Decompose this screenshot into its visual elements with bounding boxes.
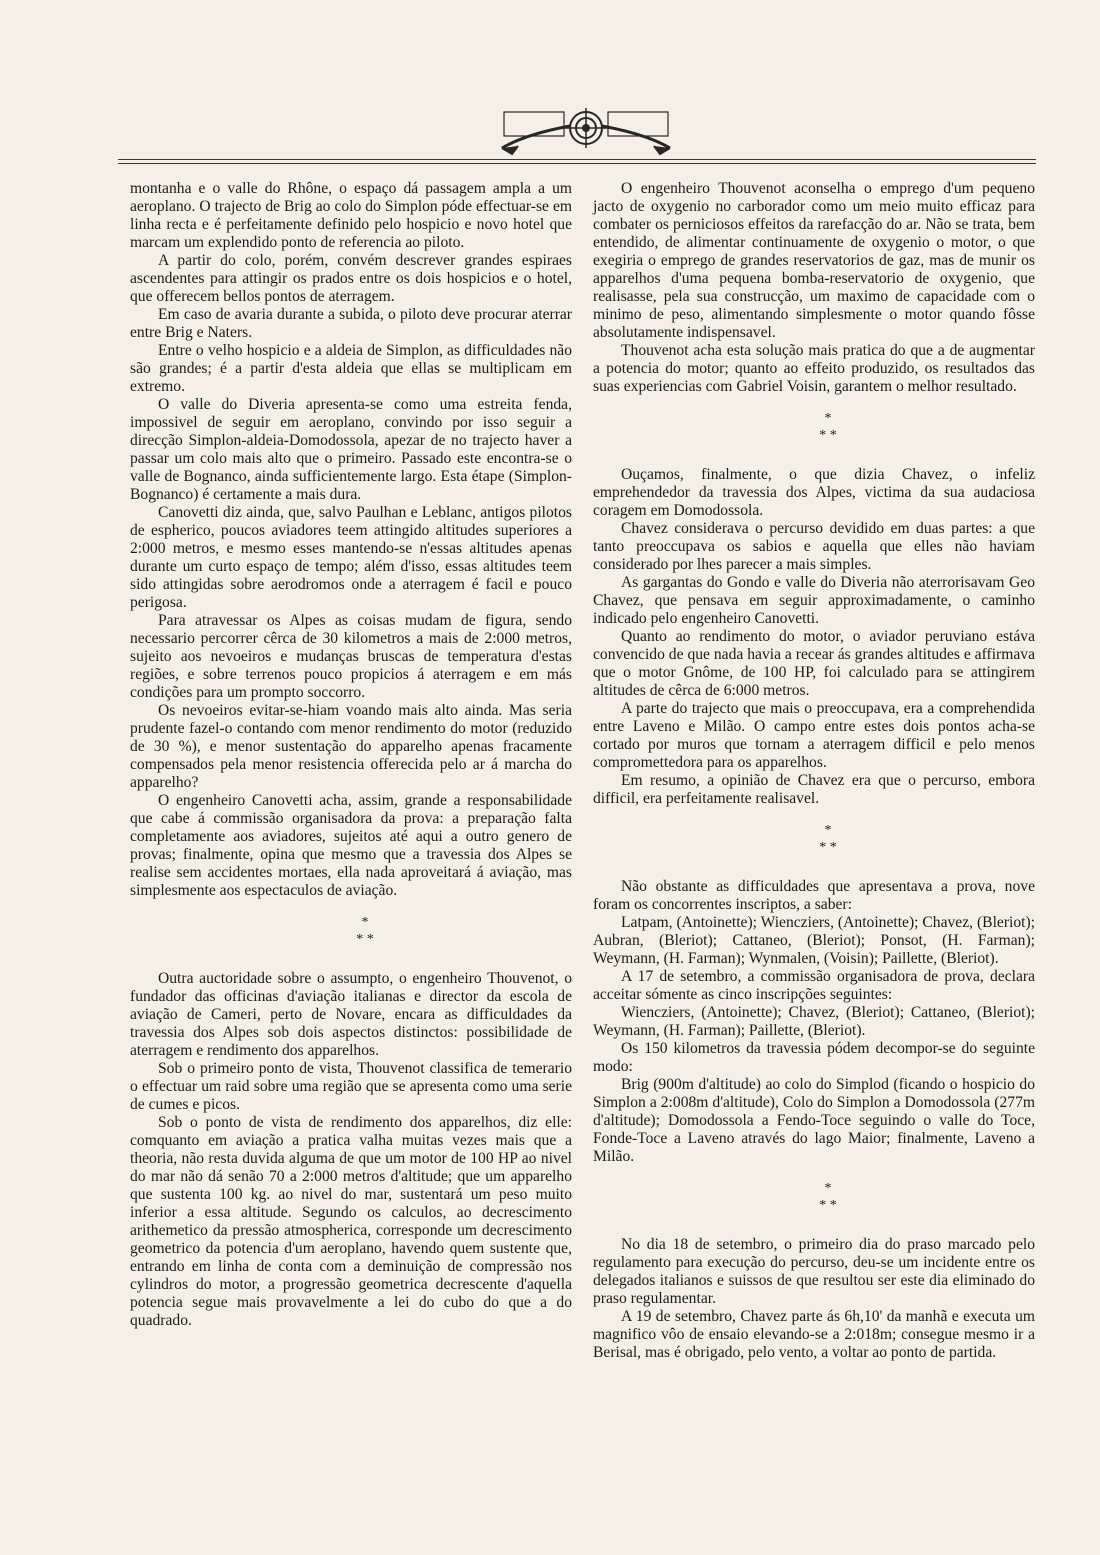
paragraph: A partir do colo, porém, convém descrever grandes espiraes ascendentes para attingir os prados entre os dois hospicios e o hotel, que offerecem bellos pontos de aterragem. <box>130 252 572 305</box>
section-divider <box>593 822 1035 856</box>
paragraph: As gargantas do Gondo e valle do Diveria não aterrorisavam Geo Chavez, que pensava em seguir approximadamente, o caminho indicado pelo engenheiro Canovetti. <box>593 574 1035 627</box>
section-divider <box>593 1180 1035 1214</box>
paragraph: Os 150 kilometros da travessia pódem decompor-se do seguinte modo: <box>593 1040 1035 1075</box>
paragraph: Wiencziers, (Antoinette); Chavez, (Bleriot); Cattaneo, (Bleriot); Weymann, (H. Farman); Paillette, (Bleriot). <box>593 1004 1035 1039</box>
header-rule-bottom <box>118 163 1036 164</box>
paragraph: Latpam, (Antoinette); Wiencziers, (Antoinette); Chavez, (Bleriot); Aubran, (Bleriot); Cattaneo, (Bleriot); Ponsot, (H. Farman); Weymann, (H. Farman); Wynmalen, (Voisin); Paillette, (Bleriot). <box>593 914 1035 967</box>
asterism-bottom: * * <box>356 932 374 947</box>
paragraph: Sob o ponto de vista de rendimento dos apparelhos, diz elle: comquanto em aviação a pratica valha muitas vezes mais que a theoria, não resta duvida alguma de que um motor de 100 HP ao nivel do mar não dá senão 70 a 2:000 metros d'altitude; que um apparelho que sustenta 100 kg. ao nivel do mar, sustentará um peso muito inferior a essa altitude. Segundo os calculos, ao decrescimento arithemetico da pressão atmospherica, corresponde um decrescimento geometrico da potencia d'um aeroplano, havendo quem sustente que, entrando em linha de conta com a deminuição de compressão nos cylindros do motor, a progressão geometrica decrescente d'aquella potencia segue mais provavelmente a lei do cubo do que a do quadrado. <box>130 1114 572 1329</box>
paragraph: O engenheiro Canovetti acha, assim, grande a responsabilidade que cabe á commissão organisadora da prova: a preparação falta completamente aos aviadores, sujeitos até aqui a outro genero de provas; finalmente, opina que mesmo que a travessia dos Alpes se realise sem accidentes mortaes, ella nada aproveitará á aviação, mas simplesmente aos espectaculos de aviação. <box>130 792 572 899</box>
left-column <box>130 180 572 1330</box>
paragraph: Em resumo, a opinião de Chavez era que o percurso, embora difficil, era perfeitamente realisavel. <box>593 772 1035 807</box>
paragraph: Não obstante as difficuldades que apresentava a prova, nove foram os concorrentes inscriptos, a saber: <box>593 878 1035 913</box>
header-rule-top <box>118 159 1036 160</box>
paragraph: A 17 de setembro, a commissão organisadora de prova, declara acceitar sómente as cinco inscripções seguintes: <box>593 968 1035 1003</box>
paragraph: Ouçamos, finalmente, o que dizia Chavez, o infeliz emprehendedor da travessia dos Alpes, victima da sua audaciosa coragem em Domodossola. <box>593 466 1035 519</box>
right-column <box>593 180 1035 1362</box>
paragraph: Sob o primeiro ponto de vista, Thouvenot classifica de temerario o effectuar um raid sobre uma região que se apresenta como uma serie de cumes e picos. <box>130 1060 572 1113</box>
paragraph: Entre o velho hospicio e a aldeia de Simplon, as difficuldades não são grandes; é a partir d'esta aldeia que ellas se multiplicam em extremo. <box>130 342 572 395</box>
paragraph: O engenheiro Thouvenot aconselha o emprego d'um pequeno jacto de oxygenio no carborador como um meio muito efficaz para combater os perniciosos effeitos da rarefacção do ar. Não se trata, bem entendido, de alimentar continuamente de oxygenio o motor, o que exegiria o emprego de grandes reservatorios de gaz, mas de munir os apparelhos d'uma pequena bomba-reservatorio de oxygenio, que realisasse, pela sua construcção, um maximo de capacidade com o minimo de peso, alimentando simplesmente o motor quando fôsse absolutamente indispensavel. <box>593 180 1035 341</box>
asterism-top: * <box>361 915 369 930</box>
paragraph: Brig (900m d'altitude) ao colo do Simplod (ficando o hospicio do Simplon a 2:008m d'altitude), Colo do Simplon a Domodossola (277m d'altitude); Domodossola a Fendo-Toce seguindo o valle do Toce, Fonde-Toce a Laveno através do lago Maior; finalmente, Laveno a Milão. <box>593 1076 1035 1165</box>
paragraph: A parte do trajecto que mais o preoccupava, era a comprehendida entre Laveno e Milão. O campo entre estes dois pontos acha-se cortado por muros que tornam a aterragem difficil e pelo menos compromettedora para os apparelhos. <box>593 700 1035 771</box>
asterism-bottom: * * <box>819 1198 837 1213</box>
paragraph: Canovetti diz ainda, que, salvo Paulhan e Leblanc, antigos pilotos de espherico, poucos aviadores teem attingido altitudes superiores a 2:000 metros, e mesmo esses mantendo-se n'essas altitudes apenas durante um curto espaço de tempo; além d'isso, essas altitudes teem sido attingidas sobre aerodromos onde a aterragem é facil e pouco perigosa. <box>130 504 572 611</box>
paragraph: Para atravessar os Alpes as coisas mudam de figura, sendo necessario percorrer cêrca de 30 kilometros a mais de 2:000 metros, sujeito aos nevoeiros e mudanças bruscas de temperatura d'estas regiões, e sobre terrenos pouco propicios á aterragem e em más condições para um prompto soccorro. <box>130 612 572 701</box>
paragraph: Chavez considerava o percurso devidido em duas partes: a que tanto preoccupava os sabios e aquella que elles não haviam considerado por lhes parecer a mais simples. <box>593 520 1035 573</box>
asterism-top: * <box>824 823 832 838</box>
section-divider <box>130 914 572 948</box>
paragraph: Outra auctoridade sobre o assumpto, o engenheiro Thouvenot, o fundador das officinas d'aviação italianas e director da escola de aviação de Cameri, perto de Novare, encara as difficuldades da travessia dos Alpes sob dois aspectos distinctos: possibilidade de aterragem e rendimento dos apparelhos. <box>130 970 572 1059</box>
asterism-top: * <box>824 1181 832 1196</box>
masthead-logo <box>496 104 676 156</box>
paragraph: montanha e o valle do Rhône, o espaço dá passagem ampla a um aeroplano. O trajecto de Brig ao colo do Simplon póde effectuar-se em linha recta e é perfeitamente definido pelo hospicio e novo hotel que marcam um explendido ponto de referencia ao piloto. <box>130 180 572 251</box>
paragraph: Em caso de avaria durante a subida, o piloto deve procurar aterrar entre Brig e Naters. <box>130 306 572 341</box>
section-divider <box>593 410 1035 444</box>
asterism-bottom: * * <box>819 840 837 855</box>
paragraph: Quanto ao rendimento do motor, o aviador peruviano estáva convencido de que nada havia a recear ás grandes altitudes e affirmava que o motor Gnôme, de 100 HP, foi calculado para se attingirem altitudes de cêrca de 6:000 metros. <box>593 628 1035 699</box>
asterism-bottom: * * <box>819 428 837 443</box>
paragraph: O valle do Diveria apresenta-se como uma estreita fenda, impossivel de seguir em aeroplano, convindo por isso seguir a direcção Simplon-aldeia-Domodossola, apezar de no trajecto haver a passar um colo mais alto que o primeiro. Passado este encontra-se o valle de Bognanco, ainda sufficientemente largo. Esta étape (Simplon-Bognanco) é certamente a mais dura. <box>130 396 572 503</box>
paragraph: A 19 de setembro, Chavez parte ás 6h,10' da manhã e executa um magnifico vôo de ensaio elevando-se a 2:018m; consegue mesmo ir a Berisal, mas é obrigado, pelo vento, a voltar ao ponto de partida. <box>593 1308 1035 1361</box>
paragraph: Thouvenot acha esta solução mais pratica do que a de augmentar a potencia do motor; quanto ao effeito produzido, os resultados das suas experiencias com Gabriel Voisin, garantem o melhor resultado. <box>593 342 1035 395</box>
paragraph: No dia 18 de setembro, o primeiro dia do praso marcado pelo regulamento para execução do percurso, deu-se um incidente entre os delegados italianos e suissos de que resultou ser este dia eliminado do praso regulamentar. <box>593 1236 1035 1307</box>
paragraph: Os nevoeiros evitar-se-hiam voando mais alto ainda. Mas seria prudente fazel-o contando com menor rendimento do motor (reduzido de 30 %), e menor sustentação do apparelho apenas fracamente compensados pela menor resistencia offerecida pelo ar á marcha do apparelho? <box>130 702 572 791</box>
asterism-top: * <box>824 411 832 426</box>
